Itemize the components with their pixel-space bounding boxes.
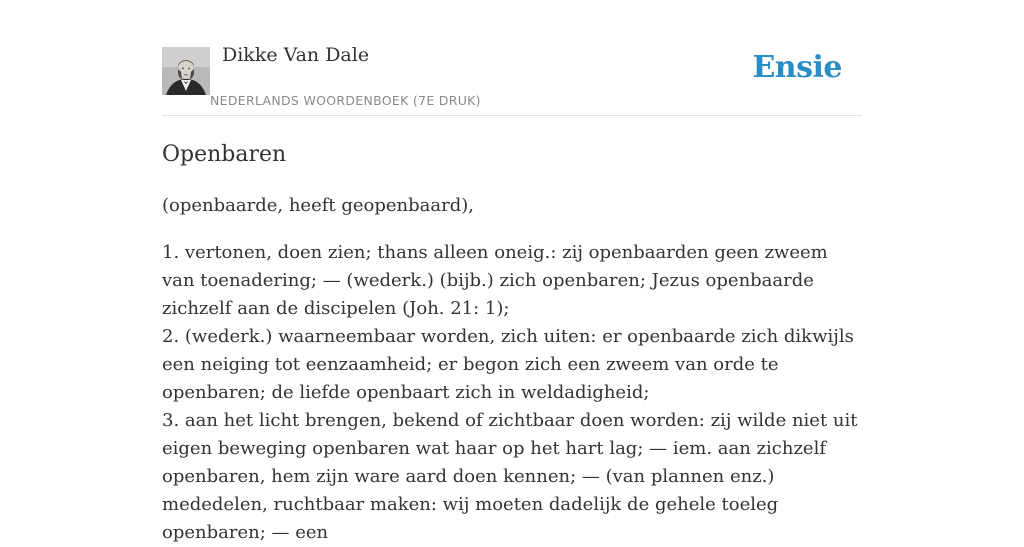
author-avatar[interactable] (162, 47, 210, 95)
entry-title: Openbaren (162, 142, 287, 167)
entry-header (162, 0, 862, 116)
definition-3: 3. aan het licht brengen, bekend of zichtbaar doen worden: zij wilde niet uit eigen beweging openbaren wat haar op het hart lag; — iem. aan zichzelf openbaren, hem zijn ware aard doen kennen; — (van plannen enz.) mededelen, ruchtbaar maken: wij moeten dadelijk de gehele toeleg openbaren; — een (162, 410, 858, 543)
dictionary-source[interactable]: NEDERLANDS WOORDENBOEK (7E DRUK) (210, 93, 481, 108)
definition-2: 2. (wederk.) waarneembaar worden, zich uiten: er openbaarde zich dikwijls een neiging tot eenzaamheid; er begon zich een zweem van orde te openbaren; de liefde openbaart zich in weldadigheid; (162, 326, 854, 403)
entry-definitions (162, 239, 862, 547)
definition-1: 1. vertonen, doen zien; thans alleen oneig.: zij openbaarden geen zweem van toenadering; — (wederk.) (bijb.) zich openbaren; Jezus openbaarde zichzelf aan de discipelen (Joh. 21: 1); (162, 242, 828, 319)
entry-container (162, 0, 862, 547)
ensie-logo[interactable]: Ensie (752, 50, 842, 85)
portrait-icon (162, 47, 210, 95)
entry-forms: (openbaarde, heeft geopenbaard), (162, 195, 474, 216)
author-name[interactable]: Dikke Van Dale (222, 44, 370, 66)
